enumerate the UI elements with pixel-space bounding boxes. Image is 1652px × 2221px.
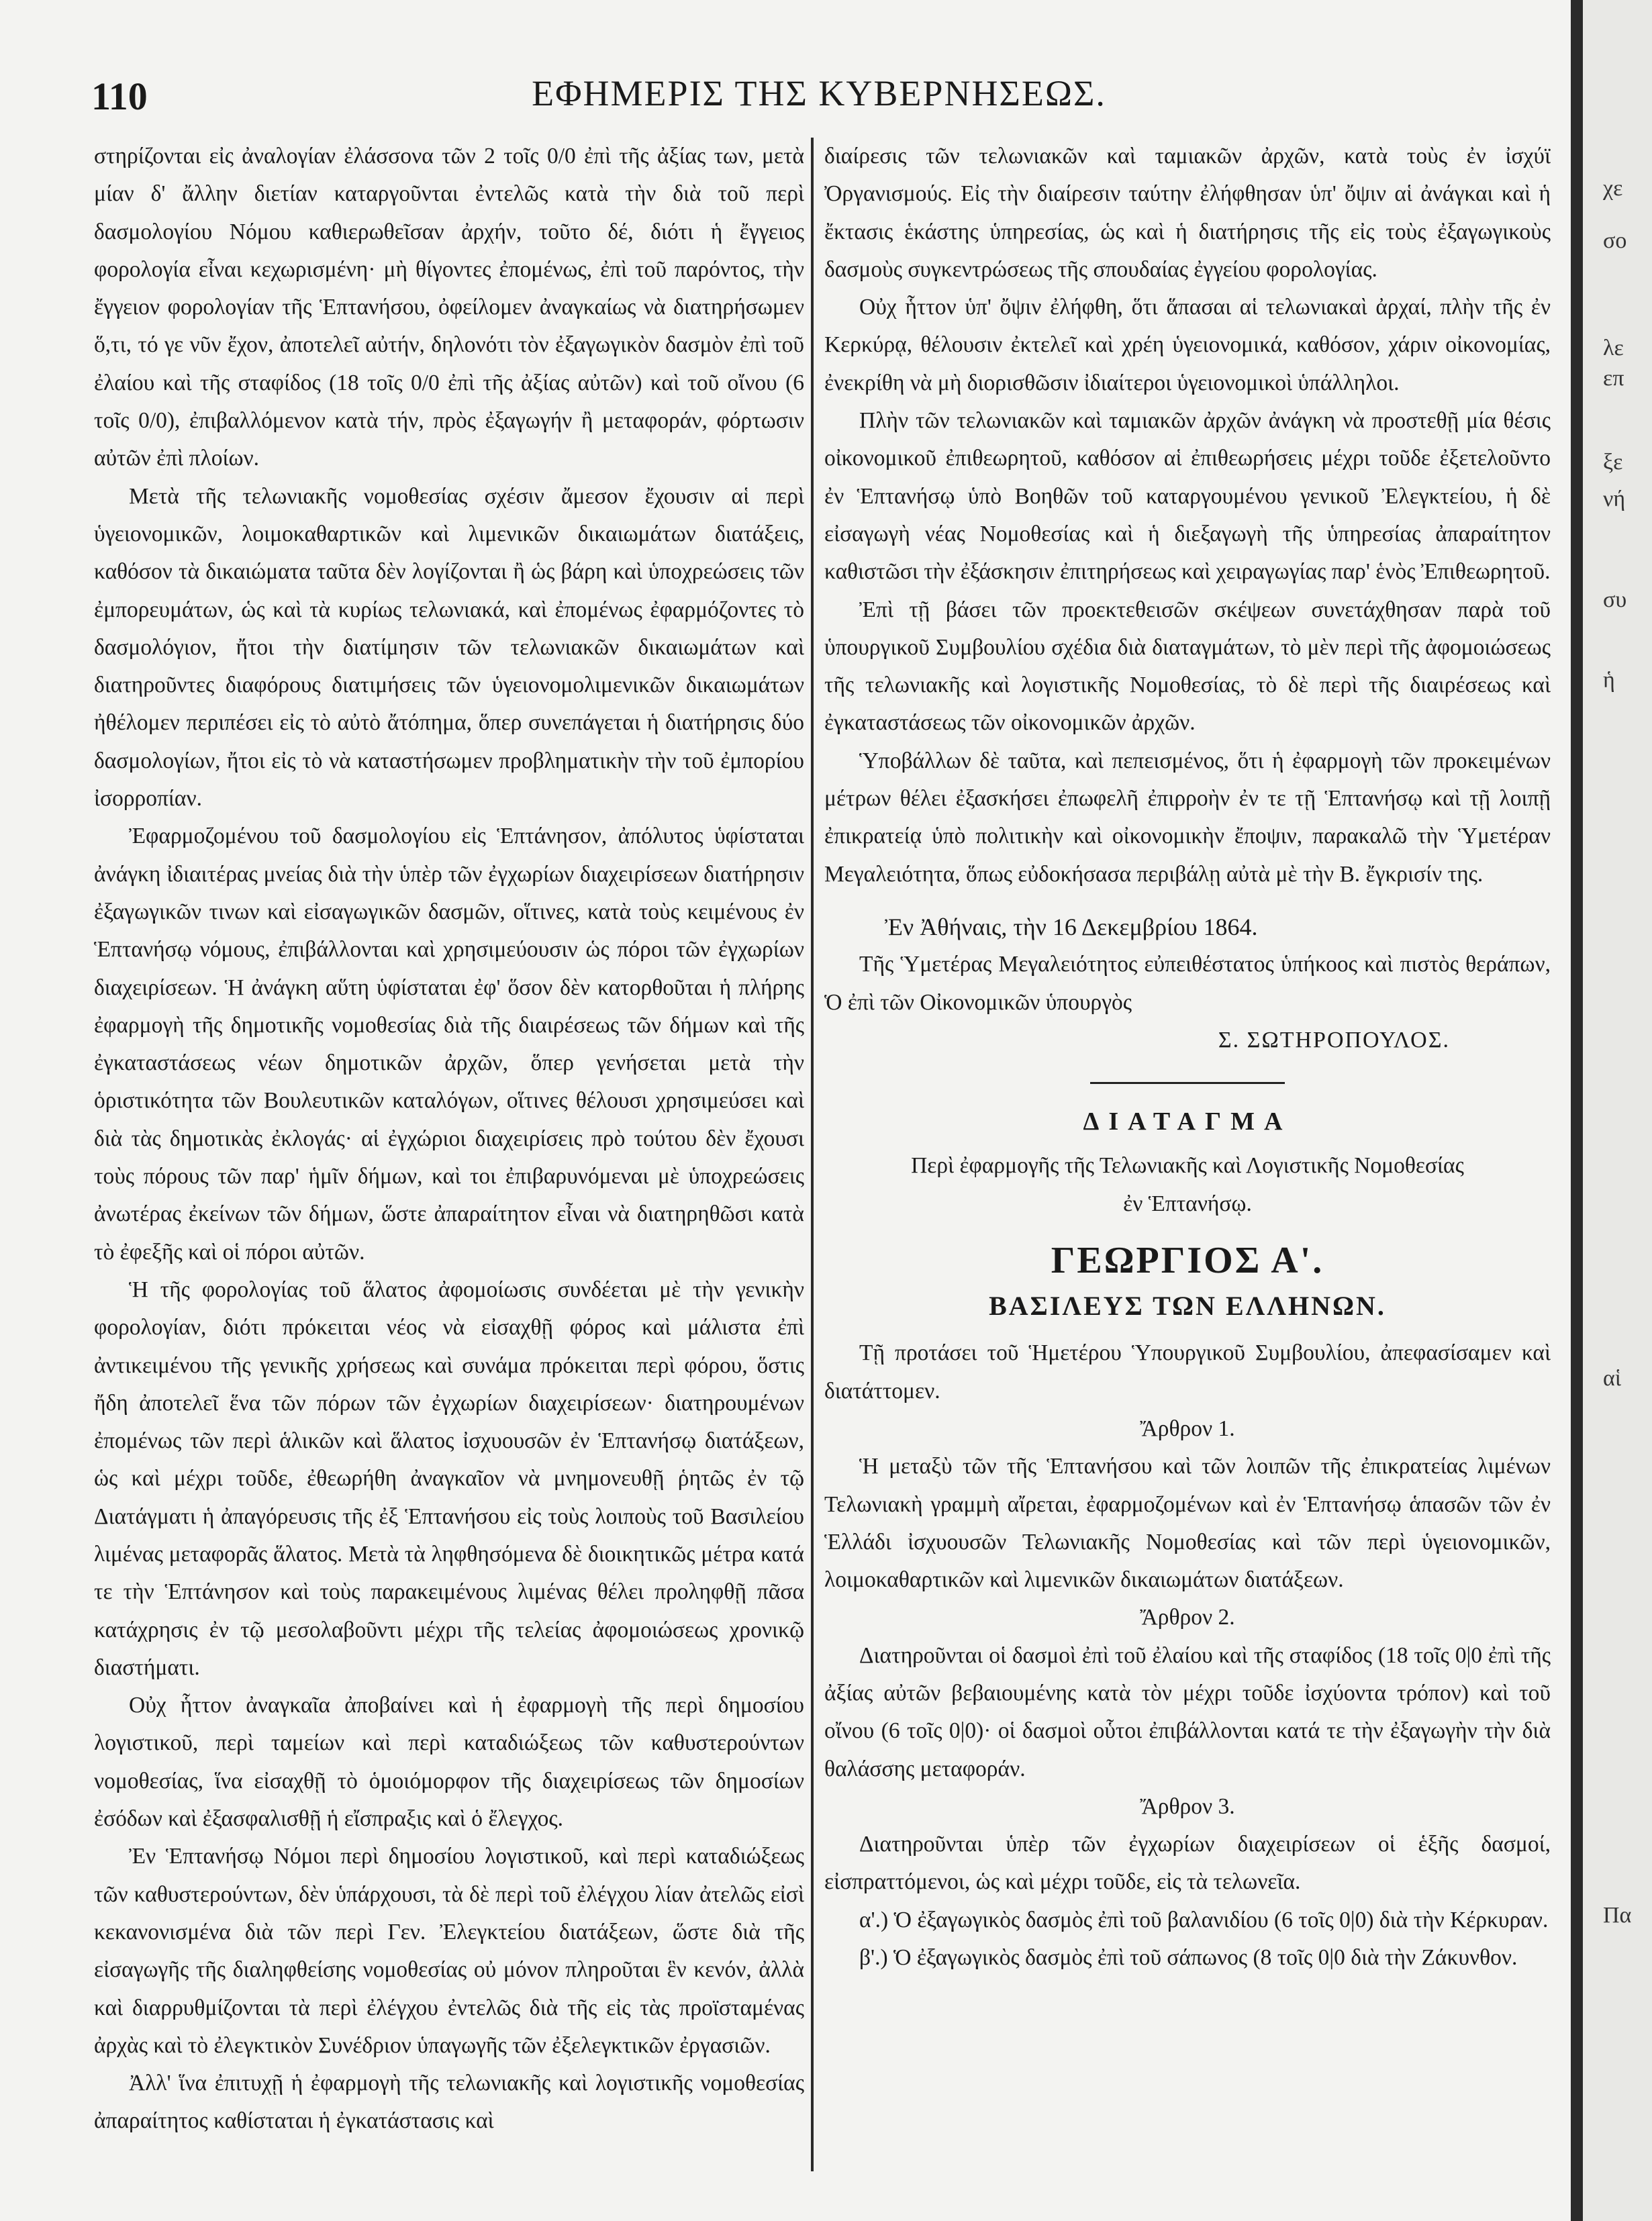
adjacent-fragment: συ bbox=[1603, 587, 1627, 612]
adjacent-fragment: Πα bbox=[1603, 1903, 1632, 1928]
section-rule bbox=[1090, 1082, 1285, 1084]
adjacent-fragment: ξε bbox=[1603, 450, 1623, 475]
preamble: Τῇ προτάσει τοῦ Ἡμετέρου Ὑπουργικοῦ Συμβουλίου, ἀπεφασίσαμεν καὶ διατάττομεν. bbox=[824, 1340, 1551, 1403]
page-number: 110 bbox=[91, 75, 148, 118]
paragraph: στηρίζονται εἰς ἀναλογίαν ἐλάσσονα τῶν 2 τοῖς 0/0 ἐπὶ τῆς ἀξίας των, μετὰ μίαν δ' ἄλλην διετίαν καταργοῦνται ἐντελῶς κατὰ τὴν διὰ τοῦ περὶ δασμολογίου Νόμου καθιερωθεῖσαν ἀρχήν, τοῦτο δέ, διότι ἡ ἔγγειος φορολογία εἶναι κεχωρισμένη· μὴ θίγοντες ἐπομένως, ἐπὶ τοῦ παρόντος, τὴν ἔγγειον φορολογίαν τῆς Ἑπτανήσου, ὀφείλομεν ἀναγκαίως νὰ διατηρήσωμεν ὅ,τι, τό γε νῦν ἔχον, ἀποτελεῖ αὐτήν, δηλονότι τὸν ἐξαγωγικὸν δασμὸν ἐπὶ τοῦ ἐλαίου καὶ τῆς σταφίδος (18 τοῖς 0/0 ἐπὶ τῆς ἀξίας αὐτῶν) καὶ τοῦ οἴνου (6 τοῖς 0/0), ἐπιβαλλόμενον κατὰ τήν, πρὸς ἐξαγωγήν ἢ μεταφοράν, φόρτωσιν αὐτῶν ἐπὶ πλοίων. bbox=[94, 144, 804, 471]
column-divider bbox=[811, 138, 814, 2171]
left-column bbox=[94, 138, 804, 2140]
paragraph: Οὐχ ἧττον ἀναγκαῖα ἀποβαίνει καὶ ἡ ἐφαρμογὴ τῆς περὶ δημοσίου λογιστικοῦ, περὶ ταμείων καὶ περὶ καταδιώξεως τῶν καθυστερούντων νομοθεσίας, ἵνα εἰσαχθῇ τὸ ὁμοιόμορφον τῆς διαχειρίσεως τῶν δημοσίων ἐσόδων καὶ ἐξασφαλισθῇ ἡ εἴσπραξις καὶ ὁ ἔλεγχος. bbox=[94, 1693, 804, 1832]
paragraph: Πλὴν τῶν τελωνιακῶν καὶ ταμιακῶν ἀρχῶν ἀνάγκη νὰ προστεθῇ μία θέσις οἰκονομικοῦ ἐπιθεωρητοῦ, καθόσον αἱ ἐπιθεωρήσεις μέχρι τοῦδε ἐξετελοῦντο ἐν Ἑπτανήσῳ ὑπὸ Βοηθῶν τοῦ καταργουμένου γενικοῦ Ἐλεγκτείου, ἡ δὲ εἰσαγωγὴ νέας Νομοθεσίας καὶ ἡ διεξαγωγὴ τῆς ὑπηρεσίας ἀπαραίτητον καθιστῶσι τὴν ἐξάσκησιν ἐπιτηρήσεως καὶ χειραγωγίας παρ' ἑνὸς Ἐπιθεωρητοῦ. bbox=[824, 408, 1551, 585]
article-item: β'.) Ὁ ἐξαγωγικὸς δασμὸς ἐπὶ τοῦ σάπωνος (8 τοῖς 0|0 διὰ τὴν Ζάκυνθον. bbox=[859, 1945, 1518, 1971]
paragraph: Ἐπὶ τῇ βάσει τῶν προεκτεθεισῶν σκέψεων συνετάχθησαν παρὰ τοῦ ὑπουργικοῦ Συμβουλίου σχέδια διὰ διαταγμάτων, τὸ μὲν περὶ τῆς ἀφομοιώσεως τῆς τελωνιακῆς καὶ λογιστικῆς Νομοθεσίας, τὸ δὲ περὶ τῆς διαιρέσεως καὶ ἐγκαταστάσεως τῶν οἰκονομικῶν ἀρχῶν. bbox=[824, 597, 1551, 736]
adjacent-fragment: σο bbox=[1603, 228, 1627, 253]
king-title: ΒΑΣΙΛΕΥΣ ΤΩΝ ΕΛΛΗΝΩΝ. bbox=[989, 1291, 1386, 1322]
adjacent-fragment: ἡ bbox=[1603, 668, 1615, 693]
article-heading: Ἄρθρον 2. bbox=[1140, 1605, 1235, 1630]
paragraph: Ἡ τῆς φορολογίας τοῦ ἅλατος ἀφομοίωσις συνδέεται μὲ τὴν γενικὴν φορολογίαν, διότι πρόκειται νέος νὰ εἰσαχθῇ φόρος καὶ μάλιστα ἐπὶ ἀντικειμένου τῆς γενικῆς χρήσεως καὶ συνάμα πρόκειται περὶ φόρου, ὅστις ἤδη ἀποτελεῖ ἕνα τῶν πόρων τῶν ἐγχωρίων διαχειρίσεων· διατηρουμένων ἐπομένως τῶν περὶ ἁλικῶν καὶ ἅλατος ἰσχυουσῶν ἐν Ἑπτανήσῳ διατάξεων, ὡς καὶ μέχρι τοῦδε, ἐθεωρήθη ἀναγκαῖον νὰ μνημονευθῇ ῥητῶς ἐν τῷ Διατάγματι ἡ ἀπαγόρευσις τῆς ἐξ Ἑπτανήσου εἰς τοὺς λοιποὺς τοῦ Βασιλείου λιμένας μεταφορᾶς ἅλατος. Μετὰ τὰ ληφθησόμενα δὲ διοικητικῶς μέτρα κατά τε τὴν Ἑπτάνησον καὶ τοὺς παρακειμένους λιμένας θέλει προληφθῇ πᾶσα κατάχρησις ἐν τῷ μεσολαβοῦντι μέχρι τῆς τελείας ἀφομοιώσεως χρονικῷ διαστήματι. bbox=[94, 1277, 804, 1680]
king-name: ΓΕΩΡΓΙΟΣ Α'. bbox=[1051, 1240, 1324, 1282]
adjacent-fragment: επ bbox=[1603, 366, 1624, 391]
adjacent-fragment: λε bbox=[1603, 336, 1624, 360]
minister-signature: Σ. ΣΩΤΗΡΟΠΟΥΛΟΣ. bbox=[1218, 1027, 1450, 1052]
binding-gutter bbox=[1571, 0, 1583, 2221]
article-text: Διατηροῦνται ὑπὲρ τῶν ἐγχωρίων διαχειρίσεων οἱ ἑξῆς δασμοί, εἰσπραττόμενοι, ὡς καὶ μέχρι τοῦδε, εἰς τὰ τελωνεῖα. bbox=[824, 1832, 1551, 1895]
adjacent-fragment: νή bbox=[1603, 487, 1626, 511]
decree-subject: Περὶ ἐφαρμογῆς τῆς Τελωνιακῆς καὶ Λογιστικῆς Νομοθεσίας ἐν Ἑπτανήσῳ. bbox=[911, 1153, 1464, 1216]
decree-title: ΔΙΑΤΑΓΜΑ bbox=[1083, 1107, 1292, 1136]
article-text: Διατηροῦνται οἱ δασμοὶ ἐπὶ τοῦ ἐλαίου καὶ τῆς σταφίδος (18 τοῖς 0|0 ἐπὶ τῆς ἀξίας αὐτῶν βεβαιουμένης κατὰ τὸν μέχρι τοῦδε ἰσχύοντα τρόπον) καὶ τοῦ οἴνου (6 τοῖς 0|0)· οἱ δασμοὶ οὗτοι ἐπιβάλλονται κατά τε τὴν ἐξαγωγὴν τὴν διὰ θαλάσσης μεταφοράν. bbox=[824, 1642, 1551, 1781]
paragraph: Ὑποβάλλων δὲ ταῦτα, καὶ πεπεισμένος, ὅτι ἡ ἐφαρμογὴ τῶν προκειμένων μέτρων θέλει ἐξασκήσει ἐπωφελῆ ἐπιρροὴν ἐν τε τῇ Ἑπτανήσῳ καὶ τῇ λοιπῇ ἐπικρατείᾳ ὑπὸ πολιτικὴν καὶ οἰκονομικὴν ἔποψιν, παρακαλῶ τὴν Ὑμετέραν Μεγαλειότητα, ὅπως εὐδοκήσασα περιβάλῃ αὐτὰ μὲ τὴν Β. ἔγκρισίν της. bbox=[824, 748, 1551, 887]
article-item: α'.) Ὁ ἐξαγωγικὸς δασμὸς ἐπὶ τοῦ βαλανιδίου (6 τοῖς 0|0) διὰ τὴν Κέρκυραν. bbox=[859, 1907, 1549, 1932]
running-title: ΕΦΗΜΕΡΙΣ ΤΗΣ ΚΥΒΕΡΝΗΣΕΩΣ. bbox=[532, 73, 1106, 113]
article-heading: Ἄρθρον 3. bbox=[1140, 1793, 1235, 1819]
adjacent-fragment: χε bbox=[1603, 176, 1623, 201]
paragraph: Ἐφαρμοζομένου τοῦ δασμολογίου εἰς Ἑπτάνησον, ἀπόλυτος ὑφίσταται ἀνάγκη ἰδιαιτέρας μνείας διὰ τὴν ὑπὲρ τῶν ἐγχωρίων διαχειρίσεων διατήρησιν ἐξαγωγικῶν τινων καὶ εἰσαγωγικῶν δασμῶν, οἵτινες, κατὰ τοὺς κειμένους ἐν Ἑπτανήσῳ νόμους, ἐπιβάλλονται καὶ χρησιμεύουσιν ὡς πόροι τῶν ἐγχωρίων διαχειρίσεων. Ἡ ἀνάγκη αὕτη ὑφίσταται ἐφ' ὅσον δὲν κατορθοῦται ἡ πλήρης ἐφαρμογὴ τῆς δημοτικῆς νομοθεσίας διὰ τῆς διαιρέσεως τῶν δήμων καὶ τῆς ἐγκαταστάσεως νέων δημοτικῶν ἀρχῶν, ὅπερ γενήσεται μετὰ τὴν ὁριστικότητα τῶν Βουλευτικῶν καταλόγων, οἵτινες θέλουσι χρησιμεύσει καὶ διὰ τὰς δημοτικὰς ἐκλογάς· αἱ ἐγχώριοι διαχειρίσεις πρὸ τούτου δὲν ἔχουσι τοὺς πόρους τῶν παρ' ἡμῖν δήμων, καὶ τοι ἐπιβαρυνόμεναι μὲ ὑποχρεώσεις ἀνωτέρας ἐκείνων τῶν δήμων, ὥστε ἀπαραίτητον εἶναι νὰ διατηρηθῶσι κατὰ τὸ ἐφεξῆς καὶ οἱ πόροι αὐτῶν. bbox=[94, 824, 804, 1265]
adjacent-fragment: αἱ bbox=[1603, 1366, 1621, 1391]
paragraph: Μετὰ τῆς τελωνιακῆς νομοθεσίας σχέσιν ἄμεσον ἔχουσιν αἱ περὶ ὑγειονομικῶν, λοιμοκαθαρτικῶν καὶ λιμενικῶν δικαιωμάτων διατάξεις, καθόσον τὰ δικαιώματα ταῦτα δὲν λογίζονται ἢ ὡς βάρη καὶ ὑποχρεώσεις τῶν ἐμπορευμάτων, ὡς καὶ τὰ κυρίως τελωνιακά, καὶ ἐπομένως ἐφαρμόζοντες τὸ δασμολόγιον, ἤτοι τὴν διατίμησιν τῶν τελωνιακῶν δικαιωμάτων καὶ διατηροῦντες διαφόρους διατιμήσεις τῶν ὑγειονομολιμενικῶν δικαιωμάτων ἠθέλομεν περιπέσει εἰς τὸ αὐτὸ ἄτόπημα, ὅπερ συνεπάγεται ἡ διατήρησις δύο δασμολογίων, ἤτοι εἰς τὸ νὰ καταστήσωμεν προβληματικὴν τὴν τοῦ ἐμπορίου ἰσορροπίαν. bbox=[94, 483, 804, 811]
paragraph: Ἐν Ἑπτανήσῳ Νόμοι περὶ δημοσίου λογιστικοῦ, καὶ περὶ καταδιώξεως τῶν καθυστερούντων, δὲν ὑπάρχουσι, τὰ δὲ περὶ τοῦ ἐλέγχου λίαν ἀτελῶς εἰσὶ κεκανονισμένα διὰ τῶν περὶ Γεν. Ἐλεγκτείου διατάξεων, ὥστε διὰ τῆς εἰσαγωγῆς τῆς διαληφθείσης νομοθεσίας οὐ μόνον πληροῦται ἓν κενόν, ἀλλὰ καὶ διαρρυθμίζονται τὰ περὶ ἐλέγχου ἐντελῶς διὰ τῆς εἰς τὰς προϊσταμένας ἀρχὰς καὶ τὸ ἐλεγκτικὸν Συνέδριον ὑπαγωγῆς τῶν ἐξελεγκτικῶν ἐργασιῶν. bbox=[94, 1844, 804, 2058]
article-text: Ἡ μεταξὺ τῶν τῆς Ἑπτανήσου καὶ τῶν λοιπῶν τῆς ἐπικρατείας λιμένων Τελωνιακὴ γραμμὴ αἴρεται, ἐφαρμοζομένων καὶ ἐν Ἑπτανήσῳ ἁπασῶν τῶν ἐν Ἑλλάδι ἰσχυουσῶν Τελωνιακῆς Νομοθεσίας καὶ τῶν περὶ ὑγειονομικῶν, λοιμοκαθαρτικῶν καὶ λιμενικῶν δικαιωμάτων διατάξεων. bbox=[824, 1454, 1551, 1593]
paragraph: διαίρεσις τῶν τελωνιακῶν καὶ ταμιακῶν ἀρχῶν, κατὰ τοὺς ἐν ἰσχύϊ Ὀργανισμούς. Εἰς τὴν διαίρεσιν ταύτην ἐλήφθησαν ὑπ' ὄψιν αἱ ἀνάγκαι καὶ ἡ ἔκτασις ἑκάστης ὑπηρεσίας, ὡς καὶ ἡ διατήρησις τῆς εἰς τοὺς ἐξαγωγικοὺς δασμοὺς συγκεντρώσεως τῆς σπουδαίας ἐγγείου φορολογίας. bbox=[824, 144, 1551, 282]
paragraph: Ἀλλ' ἵνα ἐπιτυχῇ ἡ ἐφαρμογὴ τῆς τελωνιακῆς καὶ λογιστικῆς νομοθεσίας ἀπαραίτητος καθίσταται ἡ ἐγκατάστασις καὶ bbox=[94, 2071, 804, 2134]
paragraph: Οὐχ ἧττον ὑπ' ὄψιν ἐλήφθη, ὅτι ἅπασαι αἱ τελωνιακαὶ ἀρχαί, πλὴν τῆς ἐν Κερκύρᾳ, θέλουσιν ἐκτελεῖ καὶ χρέη ὑγειονομικά, καθόσον, χάριν οἰκονομίας, ἐνεκρίθη νὰ μὴ διορισθῶσιν ἰδιαίτεροι ὑγειονομικοὶ ὑπάλληλοι. bbox=[824, 295, 1551, 395]
closing-formula: Τῆς Ὑμετέρας Μεγαλειότητος εὐπειθέστατος ὑπήκοος καὶ πιστὸς θεράπων, Ὁ ἐπὶ τῶν Οἰκονομικῶν ὑπουργὸς bbox=[824, 952, 1551, 1015]
adjacent-page-edge bbox=[1583, 0, 1652, 2221]
article-heading: Ἄρθρον 1. bbox=[1140, 1416, 1235, 1441]
right-column bbox=[824, 138, 1551, 1977]
date-line: Ἐν Ἀθήναις, τὴν 16 Δεκεμβρίου 1864. bbox=[885, 913, 1258, 940]
